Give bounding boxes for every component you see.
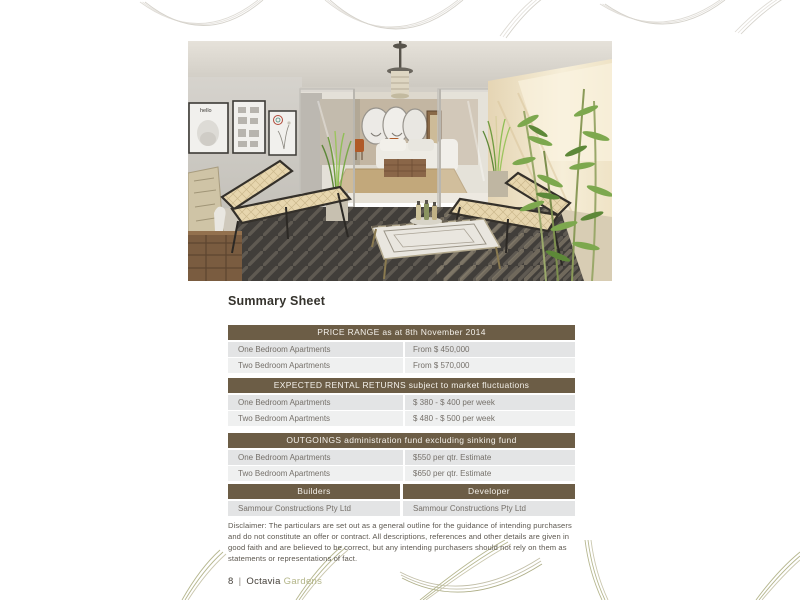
row-label: One Bedroom Apartments: [228, 450, 403, 465]
table-row: [228, 466, 575, 481]
row-label: Two Bedroom Apartments: [228, 411, 403, 426]
decorative-arcs-top: [0, 0, 800, 46]
outgoings-header: OUTGOINGS administration fund excluding sinking fund: [228, 433, 575, 448]
rental-returns-table: [228, 378, 575, 426]
table-row: [228, 342, 575, 357]
disclaimer-text: Disclaimer: The particulars are set out as a general outline for the guidance of intending purchasers and do not constitute an offer or contract. All descriptions, references and other details are given in good faith and are believed to be correct, but any intending purchasers should not rely on them as statements or representations of fact.: [228, 521, 572, 563]
footer-separator: |: [238, 576, 242, 587]
brand-primary: Octavia: [246, 576, 281, 587]
page-number: 8: [228, 576, 234, 587]
row-value: $ 480 - $ 500 per week: [405, 411, 575, 426]
builders-header: Builders: [228, 484, 400, 499]
bottles: [416, 200, 437, 220]
brand-accent: Gardens: [283, 576, 323, 587]
outgoings-table: [228, 433, 575, 481]
row-value: $650 per qtr. Estimate: [405, 466, 575, 481]
price-range-header: PRICE RANGE as at 8th November 2014: [228, 325, 575, 340]
developer-column: [403, 484, 575, 516]
table-row: [228, 411, 575, 426]
svg-text:hello: hello: [200, 108, 212, 114]
developer-header: Developer: [403, 484, 575, 499]
row-value: From $ 570,000: [405, 358, 575, 373]
table-row: [228, 450, 575, 465]
table-row: [228, 395, 575, 410]
framed-art-sketch: [269, 111, 296, 155]
row-label: One Bedroom Apartments: [228, 395, 403, 410]
builders-developer-table: [228, 484, 575, 516]
table-row: [228, 358, 575, 373]
row-label: Two Bedroom Apartments: [228, 358, 403, 373]
row-value: $ 380 - $ 400 per week: [405, 395, 575, 410]
page-footer: [228, 576, 322, 587]
builders-value: Sammour Constructions Pty Ltd: [228, 501, 400, 516]
rental-returns-header: EXPECTED RENTAL RETURNS subject to market fluctuations: [228, 378, 575, 393]
developer-value: Sammour Constructions Pty Ltd: [403, 501, 575, 516]
row-value: From $ 450,000: [405, 342, 575, 357]
crate-coffee-table: [384, 159, 426, 177]
builders-column: [228, 484, 400, 516]
price-range-table: [228, 325, 575, 373]
row-value: $550 per qtr. Estimate: [405, 450, 575, 465]
row-label: Two Bedroom Apartments: [228, 466, 403, 481]
summary-section: [228, 294, 575, 572]
interior-render-photo: [188, 41, 612, 281]
page-title: Summary Sheet: [228, 294, 326, 308]
row-label: One Bedroom Apartments: [228, 342, 403, 357]
framed-art-botanical: [233, 101, 265, 153]
framed-art-hello: [189, 103, 228, 153]
